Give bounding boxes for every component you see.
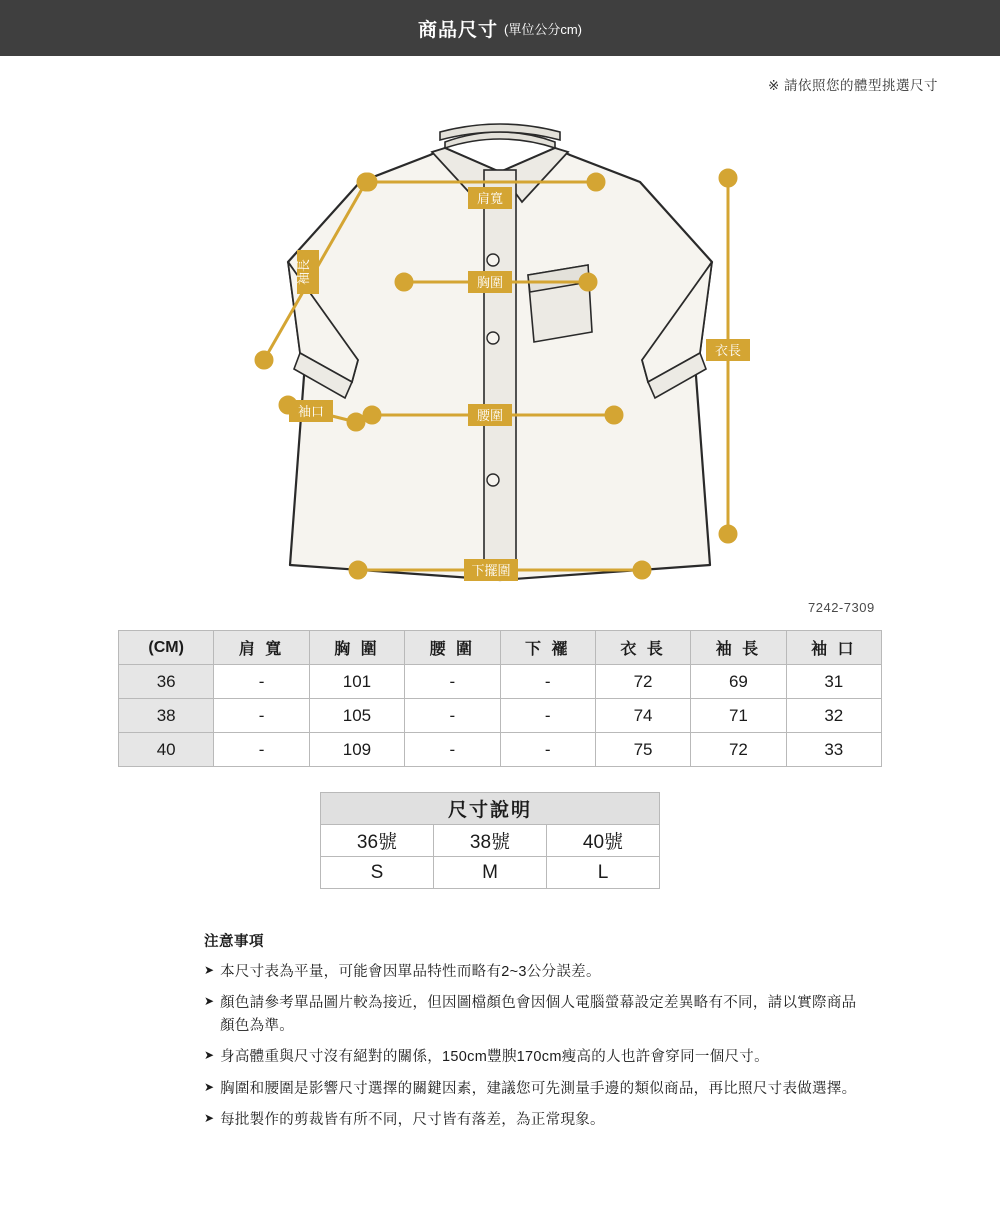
label-cuff: 袖口 (297, 404, 325, 419)
select-size-note: ※ 請依照您的體型挑選尺寸 (767, 78, 938, 93)
table-row (119, 733, 882, 767)
page-header (0, 0, 1000, 56)
desc-size-36: 36號 (321, 825, 434, 857)
cell-length: 74 (595, 699, 690, 733)
arrow-icon: ➤ (204, 963, 215, 977)
size-table (118, 630, 882, 767)
cell-sleeve: 72 (691, 733, 786, 767)
notes-title: 注意事項 (204, 934, 264, 950)
cell-hem: - (500, 699, 595, 733)
row-size-label: 38 (119, 699, 214, 733)
list-item (204, 1046, 864, 1068)
label-shoulder: 肩寬 (476, 191, 504, 206)
page-title-unit: (單位公分cm) (504, 21, 582, 37)
cell-cuff: 32 (786, 699, 881, 733)
list-item (204, 961, 864, 983)
arrow-icon: ➤ (204, 1111, 215, 1126)
desc-title-row (321, 793, 660, 825)
cell-bust: 109 (309, 733, 404, 767)
desc-size-40: 40號 (547, 825, 660, 857)
col-header-unit: (CM) (119, 631, 214, 665)
table-row (119, 665, 882, 699)
desc-size-row (321, 825, 660, 857)
cell-cuff: 31 (786, 665, 881, 699)
size-table-container (118, 630, 882, 767)
desc-letter-m: M (434, 857, 547, 889)
col-header-shoulder: 肩 寬 (214, 631, 309, 665)
table-row (119, 699, 882, 733)
col-header-bust: 胸 圍 (309, 631, 404, 665)
list-item (204, 992, 864, 1037)
list-item (204, 1078, 864, 1100)
label-sleeve-length: 袖長 (296, 258, 311, 286)
row-size-label: 36 (119, 665, 214, 699)
cell-hem: - (500, 733, 595, 767)
cell-sleeve: 71 (691, 699, 786, 733)
cell-shoulder: - (214, 699, 309, 733)
garment-diagram (0, 110, 1000, 610)
arrow-icon: ➤ (204, 994, 215, 1009)
desc-size-38: 38號 (434, 825, 547, 857)
desc-letter-s: S (321, 857, 434, 889)
cell-hem: - (500, 665, 595, 699)
desc-letter-row (321, 857, 660, 889)
size-description-table (320, 792, 660, 889)
arrow-icon: ➤ (204, 1048, 215, 1063)
desc-letter-l: L (547, 857, 660, 889)
arrow-icon: ➤ (204, 1079, 215, 1094)
note-text: 本尺寸表為平量，可能會因單品特性而略有2~3公分誤差。 (220, 964, 601, 980)
col-header-sleeve: 袖 長 (691, 631, 786, 665)
cell-sleeve: 69 (691, 665, 786, 699)
table-header-row (119, 631, 882, 665)
cell-waist: - (405, 733, 500, 767)
page-title: 商品尺寸 (417, 19, 498, 41)
label-waist: 腰圍 (476, 408, 504, 423)
cell-length: 75 (595, 733, 690, 767)
col-header-hem: 下 襬 (500, 631, 595, 665)
label-hem: 下擺圍 (471, 563, 511, 578)
cell-bust: 101 (309, 665, 404, 699)
cell-waist: - (405, 665, 500, 699)
note-text: 每批製作的剪裁皆有所不同，尺寸皆有落差，為正常現象。 (220, 1112, 605, 1129)
col-header-cuff: 袖 口 (786, 631, 881, 665)
desc-title: 尺寸說明 (321, 793, 660, 825)
label-length: 衣長 (714, 343, 742, 358)
note-text: 身高體重與尺寸沒有絕對的關係，150cm豐腴170cm瘦高的人也許會穿同一個尺寸。 (220, 1049, 769, 1066)
col-header-waist: 腰 圍 (405, 631, 500, 665)
note-text: 顏色請參考單品圖片較為接近，但因圖檔顏色會因個人電腦螢幕設定差異略有不同，請以實際商品顏色為準。 (220, 995, 857, 1034)
cell-shoulder: - (214, 665, 309, 699)
product-code: 7242-7309 (808, 600, 875, 615)
cell-waist: - (405, 699, 500, 733)
size-description-container (320, 792, 660, 889)
note-text: 胸圍和腰圍是影響尺寸選擇的關鍵因素，建議您可先測量手邊的類似商品，再比照尺寸表做選擇。 (220, 1080, 857, 1097)
cell-bust: 105 (309, 699, 404, 733)
cell-length: 72 (595, 665, 690, 699)
notes-section (204, 930, 864, 1141)
col-header-length: 衣 長 (595, 631, 690, 665)
cell-shoulder: - (214, 733, 309, 767)
list-item (204, 1109, 864, 1131)
label-bust: 胸圍 (476, 275, 504, 290)
cell-cuff: 33 (786, 733, 881, 767)
row-size-label: 40 (119, 733, 214, 767)
